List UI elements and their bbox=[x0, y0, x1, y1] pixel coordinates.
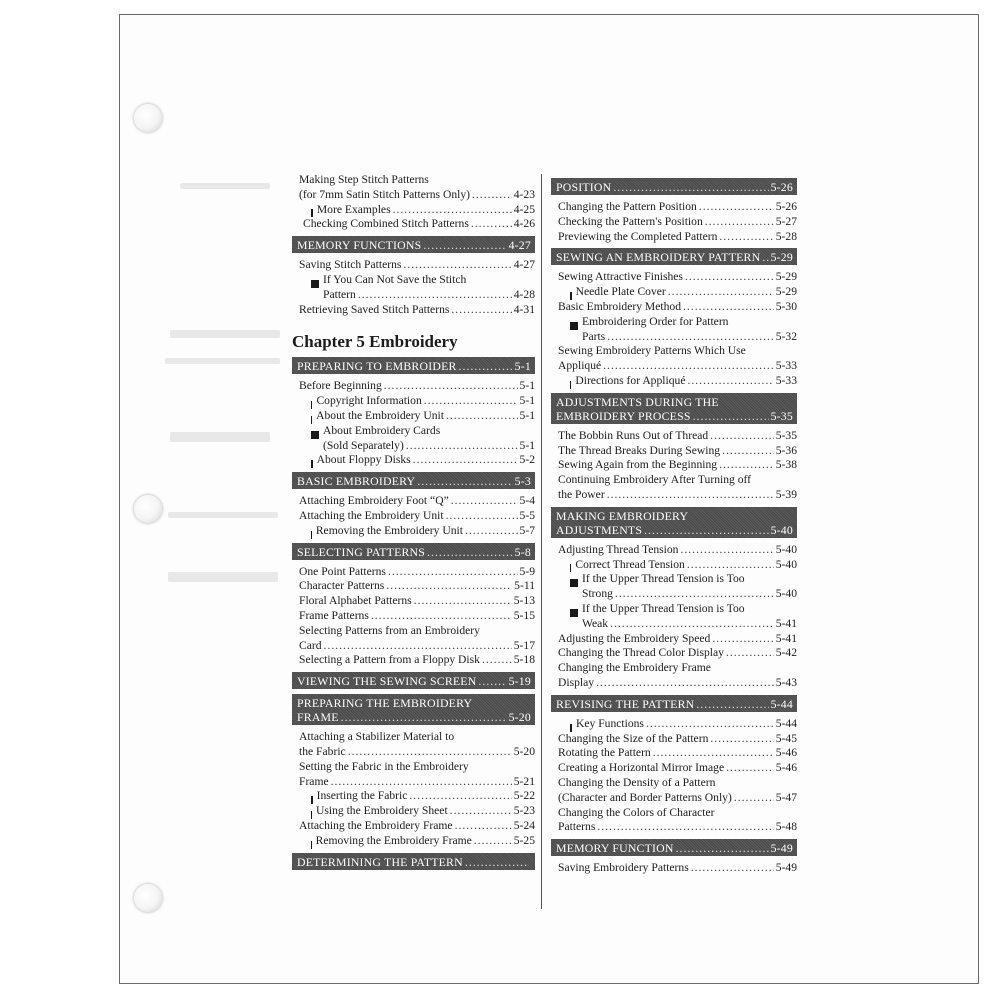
bleed-through-mark bbox=[165, 358, 280, 364]
toc-entry[interactable]: (Character and Border Patterns Only) ..... 5-47 bbox=[551, 791, 797, 806]
section-header-preparing[interactable]: PREPARING TO EMBROIDER ..... 5-1 bbox=[292, 357, 535, 374]
toc-entry[interactable]: The Bobbin Runs Out of Thread ..... 5-35 bbox=[551, 429, 797, 444]
toc-subentry[interactable]: Embroidering Order for Pattern bbox=[551, 315, 797, 330]
chapter-title: Chapter 5 Embroidery bbox=[292, 332, 458, 352]
punch-hole bbox=[134, 104, 162, 132]
bullet-icon bbox=[311, 811, 312, 819]
toc-entry[interactable]: Card ..... 5-17 bbox=[292, 639, 535, 654]
bullet-icon bbox=[311, 416, 312, 424]
bullet-icon bbox=[311, 460, 313, 468]
toc-entry[interactable]: Character Patterns ..... 5-11 bbox=[292, 579, 535, 594]
toc-entry[interactable]: Sewing Attractive Finishes ..... 5-29 bbox=[551, 270, 797, 285]
toc-subentry[interactable]: (Sold Separately) ..... 5-1 bbox=[292, 439, 535, 454]
section-header-preparing-frame[interactable]: PREPARING THE EMBROIDERY FRAME ..... 5-20 bbox=[292, 694, 535, 725]
toc-subentry[interactable]: Using the Embroidery Sheet ..... 5-23 bbox=[292, 804, 535, 819]
toc-entry[interactable]: Saving Embroidery Patterns ..... 5-49 bbox=[551, 861, 797, 876]
toc-entry[interactable]: Checking the Pattern's Position ..... 5-27 bbox=[551, 215, 797, 230]
bullet-icon bbox=[311, 401, 312, 409]
toc-subentry[interactable]: Parts ..... 5-32 bbox=[551, 330, 797, 345]
toc-entry[interactable]: Rotating the Pattern ..... 5-46 bbox=[551, 746, 797, 761]
toc-subentry[interactable]: Strong ..... 5-40 bbox=[551, 587, 797, 602]
bleed-through-mark bbox=[168, 512, 278, 518]
toc-entry[interactable]: Previewing the Completed Pattern ..... 5-28 bbox=[551, 230, 797, 245]
bleed-through-mark bbox=[168, 572, 278, 582]
toc-entry[interactable]: Sewing Embroidery Patterns Which Use bbox=[558, 344, 746, 358]
section-header-determining-pattern[interactable]: DETERMINING THE PATTERN ..... bbox=[292, 853, 535, 870]
toc-entry[interactable]: Changing the Pattern Position ..... 5-26 bbox=[551, 200, 797, 215]
bullet-icon bbox=[311, 796, 313, 804]
toc-entry[interactable]: Making Step Stitch Patterns bbox=[299, 173, 429, 186]
toc-entry[interactable]: Adjusting Thread Tension ..... 5-40 bbox=[551, 543, 797, 558]
toc-entry[interactable]: Changing the Colors of Character bbox=[558, 805, 715, 819]
toc-subentry[interactable]: More Examples ..... 4-25 bbox=[292, 203, 535, 218]
toc-entry[interactable]: Basic Embroidery Method ..... 5-30 bbox=[551, 300, 797, 315]
toc-right-column bbox=[551, 178, 797, 876]
toc-subentry[interactable]: Directions for Appliqué ..... 5-33 bbox=[551, 374, 797, 389]
toc-entry[interactable]: Attaching the Embroidery Unit ..... 5-5 bbox=[292, 509, 535, 524]
section-header-selecting-patterns[interactable]: SELECTING PATTERNS ..... 5-8 bbox=[292, 543, 535, 560]
bleed-through-mark bbox=[180, 183, 270, 189]
section-header-position[interactable]: POSITION ..... 5-26 bbox=[551, 178, 797, 195]
bullet-icon bbox=[311, 209, 313, 217]
toc-subentry[interactable]: Copyright Information ..... 5-1 bbox=[292, 394, 535, 409]
toc-subentry[interactable]: About the Embroidery Unit ..... 5-1 bbox=[292, 409, 535, 424]
toc-entry[interactable]: Selecting a Pattern from a Floppy Disk ..... 5-18 bbox=[292, 653, 535, 668]
section-header-making-adjustments[interactable]: MAKING EMBROIDERY ADJUSTMENTS ..... 5-40 bbox=[551, 507, 797, 538]
section-header-memory-functions[interactable]: MEMORY FUNCTIONS ..... 4-27 bbox=[292, 236, 535, 253]
toc-entry[interactable]: Changing the Thread Color Display ..... 5-42 bbox=[551, 646, 797, 661]
bullet-icon bbox=[311, 280, 319, 288]
bullet-icon bbox=[311, 531, 312, 539]
toc-entry[interactable]: Continuing Embroidery After Turning off bbox=[558, 473, 752, 487]
toc-subentry[interactable]: Needle Plate Cover ..... 5-29 bbox=[551, 285, 797, 300]
section-header-adjustments-during[interactable]: ADJUSTMENTS DURING THE EMBROIDERY PROCESS ..... 5-35 bbox=[551, 393, 797, 424]
punch-hole bbox=[134, 884, 162, 912]
toc-entry[interactable]: Adjusting the Embroidery Speed ..... 5-41 bbox=[551, 632, 797, 647]
toc-subentry[interactable]: Weak ..... 5-41 bbox=[551, 617, 797, 632]
section-header-memory-function[interactable]: MEMORY FUNCTION ..... 5-49 bbox=[551, 839, 797, 856]
punch-hole bbox=[134, 495, 162, 523]
toc-subentry[interactable]: If the Upper Thread Tension is Too bbox=[551, 572, 797, 587]
bullet-icon bbox=[570, 579, 578, 587]
bleed-through-mark bbox=[170, 330, 280, 338]
bullet-icon bbox=[311, 431, 319, 439]
document-page bbox=[119, 14, 979, 984]
toc-entry[interactable]: Changing the Size of the Pattern ..... 5-45 bbox=[551, 732, 797, 747]
toc-subentry[interactable]: Pattern ..... 4-28 bbox=[292, 288, 535, 303]
toc-entry[interactable]: Floral Alphabet Patterns ..... 5-13 bbox=[292, 594, 535, 609]
bullet-icon bbox=[570, 381, 571, 389]
toc-subentry[interactable]: Inserting the Fabric ..... 5-22 bbox=[292, 789, 535, 804]
toc-entry[interactable]: One Point Patterns ..... 5-9 bbox=[292, 565, 535, 580]
toc-entry[interactable]: Before Beginning ..... 5-1 bbox=[292, 379, 535, 394]
toc-subentry[interactable]: About Floppy Disks ..... 5-2 bbox=[292, 453, 535, 468]
bullet-icon bbox=[570, 564, 571, 572]
bullet-icon bbox=[311, 841, 312, 849]
toc-entry[interactable]: Checking Combined Stitch Patterns ..... 4-26 bbox=[292, 217, 535, 232]
toc-subentry[interactable]: Key Functions ..... 5-44 bbox=[551, 717, 797, 732]
toc-entry[interactable]: Changing the Density of a Pattern bbox=[558, 775, 716, 789]
toc-subentry[interactable]: If You Can Not Save the Stitch bbox=[292, 273, 535, 288]
toc-entry[interactable]: Sewing Again from the Beginning ..... 5-38 bbox=[551, 458, 797, 473]
toc-subentry[interactable]: Removing the Embroidery Frame ..... 5-25 bbox=[292, 834, 535, 849]
bullet-icon bbox=[570, 609, 578, 617]
toc-left-column bbox=[292, 173, 535, 875]
bullet-icon bbox=[570, 292, 572, 300]
toc-entry[interactable]: The Thread Breaks During Sewing ..... 5-36 bbox=[551, 444, 797, 459]
bullet-icon bbox=[570, 724, 572, 732]
toc-entry[interactable]: Display ..... 5-43 bbox=[551, 676, 797, 691]
toc-entry[interactable]: the Fabric ..... 5-20 bbox=[292, 745, 535, 760]
toc-entry[interactable]: Frame Patterns ..... 5-15 bbox=[292, 609, 535, 624]
toc-entry[interactable]: Attaching Embroidery Foot “Q” ..... 5-4 bbox=[292, 494, 535, 509]
toc-entry[interactable]: Selecting Patterns from an Embroidery bbox=[299, 623, 480, 637]
toc-entry[interactable]: Changing the Embroidery Frame bbox=[558, 661, 711, 675]
toc-subentry[interactable]: Correct Thread Tension ..... 5-40 bbox=[551, 558, 797, 573]
section-header-basic-embroidery[interactable]: BASIC EMBROIDERY ..... 5-3 bbox=[292, 472, 535, 489]
section-header-sewing-embroidery[interactable]: SEWING AN EMBROIDERY PATTERN ..... 5-29 bbox=[551, 248, 797, 265]
section-header-viewing-sewing-screen[interactable]: VIEWING THE SEWING SCREEN ..... 5-19 bbox=[292, 672, 535, 689]
bullet-icon bbox=[570, 322, 578, 330]
toc-entry[interactable]: Appliqué ..... 5-33 bbox=[551, 359, 797, 374]
bleed-through-mark bbox=[170, 432, 270, 442]
toc-subentry[interactable]: If the Upper Thread Tension is Too bbox=[551, 602, 797, 617]
toc-entry[interactable]: the Power ..... 5-39 bbox=[551, 488, 797, 503]
toc-entry[interactable]: Patterns ..... 5-48 bbox=[551, 820, 797, 835]
toc-entry[interactable]: Attaching a Stabilizer Material to bbox=[299, 730, 455, 744]
toc-entry[interactable]: Setting the Fabric in the Embroidery bbox=[299, 759, 469, 773]
toc-subentry[interactable]: About Embroidery Cards bbox=[292, 424, 535, 439]
toc-entry[interactable]: Retrieving Saved Stitch Patterns ..... 4-31 bbox=[292, 303, 535, 318]
toc-entry[interactable]: Creating a Horizontal Mirror Image ..... 5-46 bbox=[551, 761, 797, 776]
toc-entry[interactable]: (for 7mm Satin Stitch Patterns Only) ..... 4-23 bbox=[292, 188, 535, 203]
toc-entry[interactable]: Attaching the Embroidery Frame ..... 5-24 bbox=[292, 819, 535, 834]
section-header-revising-pattern[interactable]: REVISING THE PATTERN ..... 5-44 bbox=[551, 695, 797, 712]
toc-entry[interactable]: Frame ..... 5-21 bbox=[292, 775, 535, 790]
toc-subentry[interactable]: Removing the Embroidery Unit ..... 5-7 bbox=[292, 524, 535, 539]
column-divider bbox=[541, 174, 542, 909]
toc-entry[interactable]: Saving Stitch Patterns ..... 4-27 bbox=[292, 258, 535, 273]
